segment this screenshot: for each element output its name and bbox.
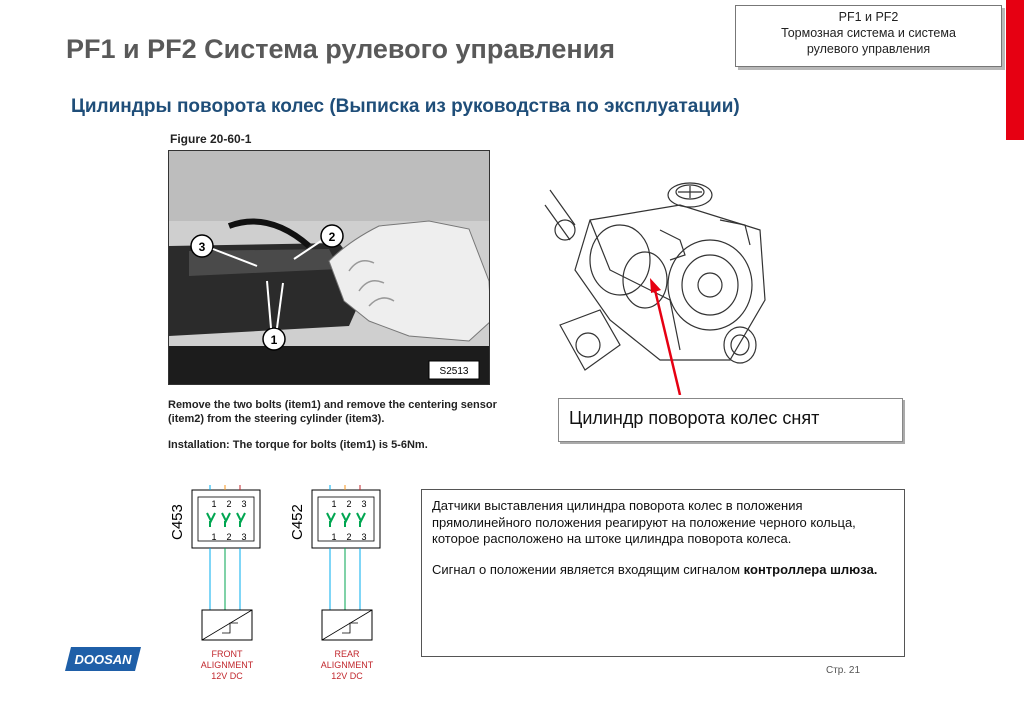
installation-text: Installation: The torque for bolts (item1) is 5-6Nm. <box>168 439 428 451</box>
connector-caption: 12V DC <box>331 671 363 681</box>
doosan-logo <box>65 645 141 673</box>
callout-1: 1 <box>270 333 278 347</box>
photo-illustration <box>169 151 490 385</box>
callout-2: 2 <box>328 230 336 244</box>
axle-line-drawing <box>530 150 780 395</box>
section-box <box>735 5 1002 67</box>
section-line: Тормозная система и система <box>781 26 956 40</box>
removal-text: Remove the two bolts (item1) and remove the centering sensor (item2) from the steering cylinder (item3). <box>168 399 497 425</box>
figure-label: Figure 20-60-1 <box>170 132 252 146</box>
pin-label: 1 <box>211 532 217 542</box>
connector-c453 <box>170 485 270 695</box>
page-number: Стр. 21 <box>826 665 861 676</box>
connector-diagram <box>170 485 270 690</box>
connector-id: C453 <box>170 504 186 540</box>
section-line: рулевого управления <box>806 42 931 56</box>
connector-id: C452 <box>290 504 306 540</box>
connector-c452 <box>290 485 390 695</box>
callout-box: Цилиндр поворота колес снят <box>558 398 903 442</box>
info-bold-text: контроллера шлюза. <box>743 561 878 577</box>
connector-caption: ALIGNMENT <box>200 660 254 670</box>
logo-graphic <box>65 645 141 673</box>
installation-photo <box>168 150 490 385</box>
pin-label: 3 <box>241 499 247 509</box>
connector-caption: FRONT <box>211 649 243 659</box>
figure-code: S2513 <box>439 366 469 377</box>
connector-diagram <box>290 485 390 690</box>
pin-label: 1 <box>331 532 337 542</box>
info-box <box>421 489 905 657</box>
pin-label: 2 <box>226 499 232 509</box>
pin-label: 1 <box>211 499 217 509</box>
pin-label: 3 <box>361 499 367 509</box>
pin-label: 2 <box>346 499 352 509</box>
connector-caption: 12V DC <box>211 671 243 681</box>
info-paragraph-1: Датчики выставления цилиндра поворота колес в положения прямолинейного положения реагируют на положение черного кольца, которое расположено на штоке цилиндра поворота колеса. <box>432 498 856 546</box>
pin-label: 3 <box>361 532 367 542</box>
logo-text: DOOSAN <box>74 652 132 667</box>
info-paragraph-2 <box>432 562 894 579</box>
connector-caption: REAR <box>334 649 360 659</box>
pin-label: 3 <box>241 532 247 542</box>
instructions <box>168 398 518 464</box>
connector-caption: ALIGNMENT <box>320 660 374 670</box>
accent-bar <box>1006 0 1024 140</box>
pin-label: 1 <box>331 499 337 509</box>
info-text: Сигнал о положении является входящим сигналом <box>432 561 744 577</box>
subtitle: Цилиндры поворота колес (Выписка из руководства по эксплуатации) <box>71 96 740 117</box>
callout-3: 3 <box>198 240 206 254</box>
page-title: PF1 и PF2 Система рулевого управления <box>66 34 616 64</box>
axle-drawing <box>530 150 780 395</box>
pin-label: 2 <box>346 532 352 542</box>
pin-label: 2 <box>226 532 232 542</box>
section-line: PF1 и PF2 <box>838 10 899 24</box>
